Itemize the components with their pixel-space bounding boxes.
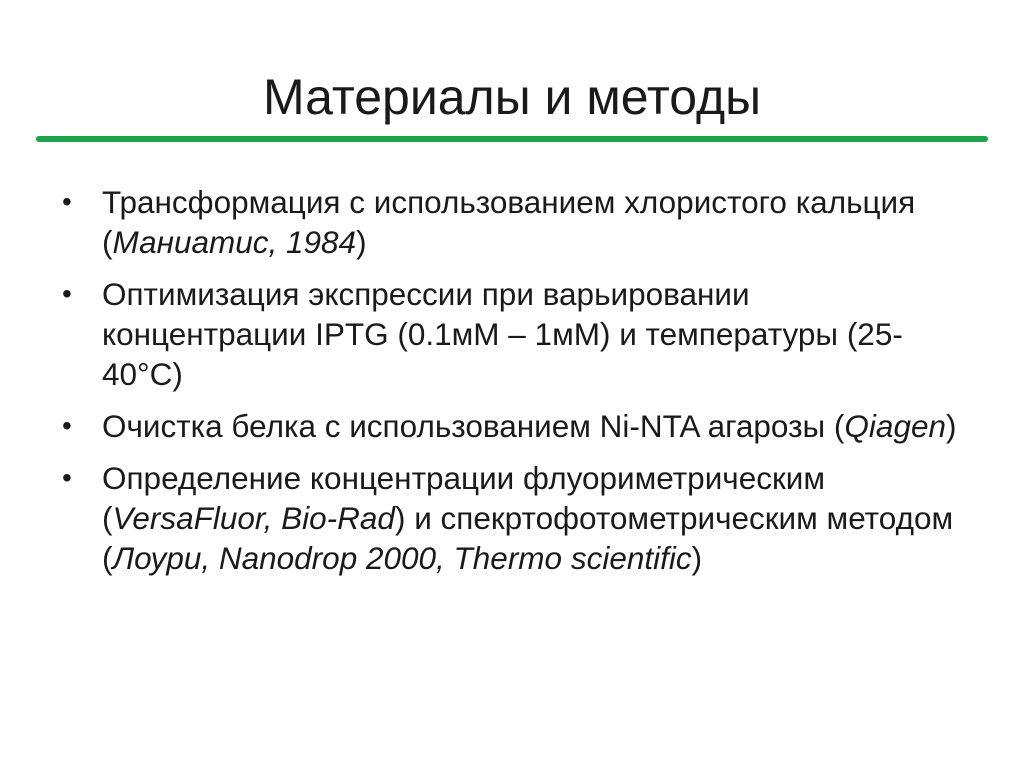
bullet-list <box>62 182 962 590</box>
citation-text: Qiagen <box>844 408 946 444</box>
bullet-item-concentration-determination <box>62 458 962 578</box>
bullet-text: Определение концентрации флуориметрическим ( <box>102 460 826 536</box>
citation-text: VersaFluor, Bio-Rad <box>112 500 395 536</box>
bullet-text: Трансформация с использованием хлористого кальция ( <box>102 184 916 260</box>
bullet-point-icon: • <box>62 410 72 441</box>
bullet-point-icon: • <box>62 462 72 493</box>
bullet-text: Очистка белка с использованием Ni-NTA агарозы ( <box>102 408 845 444</box>
bullet-point-icon: • <box>62 278 72 309</box>
citation-text: Лоури, Nanodrop 2000, Thermo scientific <box>112 540 692 576</box>
bullet-text: ) <box>691 540 703 576</box>
title-underline <box>36 136 988 142</box>
slide-title: Материалы и методы <box>262 69 762 125</box>
bullet-text: ) <box>356 224 367 260</box>
bullet-item-transformation <box>62 182 962 262</box>
bullet-text: ) <box>946 408 957 444</box>
bullet-point-icon: • <box>62 186 72 217</box>
bullet-item-protein-purification <box>62 406 962 446</box>
bullet-item-expression-optimization <box>62 274 962 394</box>
citation-text: Маниатис, 1984 <box>112 224 357 260</box>
bullet-text: ) и спекртофотометрическим методом ( <box>102 500 954 576</box>
bullet-text: Оптимизация экспрессии при варьировании концентрации IPTG (0.1мМ – 1мМ) и температуры (25-40°С) <box>102 276 903 392</box>
